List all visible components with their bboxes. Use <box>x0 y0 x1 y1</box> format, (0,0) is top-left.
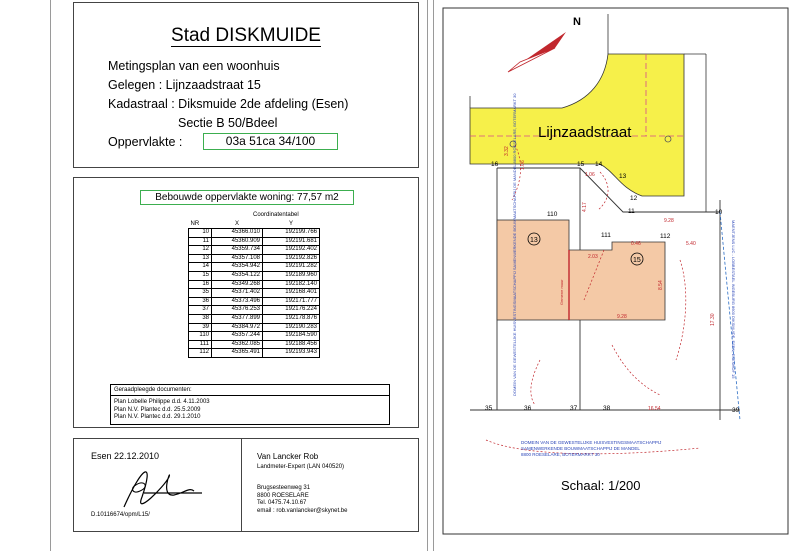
coordinate-cell-y: 192176.224 <box>263 306 320 315</box>
dimension-label: 2.03 <box>588 254 598 260</box>
street-name: Lijnzaadstraat <box>538 124 632 141</box>
surveyor-street: Brugsesteenweg 31 <box>257 485 311 491</box>
coordinate-cell-x: 45362.085 <box>212 340 263 349</box>
parcel-number: 13 <box>530 237 538 244</box>
coordinate-cell-y: 192191.681 <box>263 237 320 246</box>
surveyor-email: email : rob.vanlancker@skynet.be <box>257 508 348 514</box>
parcel-boundary <box>497 168 720 212</box>
coordinate-cell-nr: 110 <box>189 332 212 341</box>
north-label: N <box>573 16 581 28</box>
header-nr: NR <box>190 221 200 227</box>
coordinate-cell-x: 45359.734 <box>212 246 263 255</box>
coordinate-cell-nr: 111 <box>189 340 212 349</box>
coordinate-cell-y: 192182.140 <box>263 280 320 289</box>
point-label: 11 <box>628 208 635 215</box>
city-title: Stad DISKMUIDE <box>171 25 321 46</box>
coordinate-cell-nr: 15 <box>189 271 212 280</box>
point-label: 13 <box>619 173 627 180</box>
coordinate-cell-nr: 10 <box>189 229 212 238</box>
dimension-label: 4.17 <box>582 202 588 212</box>
dimension-label: 16.54 <box>648 406 661 412</box>
coordinate-cell-x: 45371.402 <box>212 289 263 298</box>
coordinate-cell-x: 45354.122 <box>212 271 263 280</box>
point-label: 12 <box>630 195 638 202</box>
document-item: Plan Lobelle Philippe d.d. 4.11.2003 <box>114 399 210 405</box>
neighbor-domain-bottom: DOMEIN VAN DE GEWESTELIJKE HUISVESTINGSMAATSCHAPPIJ <box>521 440 662 445</box>
dimension-label: 9.28 <box>617 314 627 320</box>
coordinate-cell-y: 192189.960 <box>263 271 320 280</box>
built-area-box: Bebouwde oppervlakte woning: 77,57 m2 <box>140 190 354 205</box>
coordinate-cell-x: 45373.496 <box>212 297 263 306</box>
coordinate-cell-y: 192178.876 <box>263 314 320 323</box>
surveyor-city: 8800 ROESELARE <box>257 493 309 499</box>
point-label: 16 <box>491 161 499 168</box>
coordinate-cell-nr: 12 <box>189 246 212 255</box>
hedge-boundary <box>720 212 740 420</box>
coordinate-cell-y: 192199.766 <box>263 229 320 238</box>
coordinate-cell-x: 45360.909 <box>212 237 263 246</box>
coordinate-cell-x: 45365.491 <box>212 349 263 358</box>
dimension-label: 8.54 <box>658 280 664 290</box>
point-label: 36 <box>524 405 532 412</box>
coordinate-cell-nr: 37 <box>189 306 212 315</box>
point-label: 112 <box>660 233 671 240</box>
dimension-label: 9.28 <box>664 218 674 224</box>
point-label: 38 <box>603 405 611 412</box>
coordinate-table-caption: Coordinatentabel <box>253 212 299 218</box>
coordinate-cell-x: 45357.244 <box>212 332 263 341</box>
coordinate-cell-y: 192192.402 <box>263 246 320 255</box>
point-label: 39 <box>732 407 740 414</box>
dimension-label: 3.32 <box>504 146 510 156</box>
coordinate-cell-y: 192171.777 <box>263 297 320 306</box>
point-label: 111 <box>601 232 611 239</box>
coordinate-cell-x: 45366.010 <box>212 229 263 238</box>
scale-label: Schaal: 1/200 <box>561 478 641 493</box>
dimension-label: 1.06 <box>585 172 595 178</box>
documents-heading: Geraadpleegde documenten: <box>111 385 389 396</box>
coordinate-cell-nr: 39 <box>189 323 212 332</box>
surveyor-phone: Tel. 0475.74.10.67 <box>257 500 307 506</box>
coordinate-cell-nr: 11 <box>189 237 212 246</box>
document-item: Plan N.V. Plantec d.d. 25.5.2009 <box>114 406 201 413</box>
point-label: 35 <box>485 405 493 412</box>
neighbor-domain-bottom: SAMENWERKENDE BOUWMAATSCHAPPIJ DE MANDEL <box>521 446 640 451</box>
coordinate-cell-x: 45349.268 <box>212 280 263 289</box>
point-label: 110 <box>547 211 558 218</box>
house-15 <box>569 242 665 320</box>
area-label: Oppervlakte : <box>108 135 183 149</box>
dimension-label: 0.46 <box>631 241 641 247</box>
coordinate-cell-x: 45376.253 <box>212 306 263 315</box>
neighbor-right: MAENTJENS LUC - LOBBESTAEL INGEBURG 8600 DIKSMUIDE, ESEN, ESENHOF 15 <box>731 220 736 379</box>
party-wall-label: Gemene muur <box>559 279 564 305</box>
location-line: Gelegen : Lijnzaadstraat 15 <box>108 78 261 92</box>
coordinate-cell-x: 45357.108 <box>212 254 263 263</box>
document-item: Plan N.V. Plantec d.d. 29.1.2010 <box>114 414 201 420</box>
subject-line: Metingsplan van een woonhuis <box>108 59 280 73</box>
cadastre-line: Kadastraal : Diksmuide 2de afdeling (Esen) <box>108 97 349 111</box>
coordinate-cell-nr: 14 <box>189 263 212 272</box>
neighbor-domain-left: DOMEIN VAN DE GEWESTELIJKE HUISVESTINGSMAATSCHAPPIJ SAMENWERKENDE BOUWMAATSCHAPPIJ DE MANDEL 8800 ROESELARE, BOTERMARKT 30 <box>512 93 517 396</box>
coordinate-cell-x: 45384.972 <box>212 323 263 332</box>
coordinate-cell-x: 45377.899 <box>212 314 263 323</box>
header-x: X <box>234 221 239 227</box>
point-label: 14 <box>595 161 603 168</box>
coordinate-cell-nr: 13 <box>189 254 212 263</box>
coordinate-cell-nr: 36 <box>189 297 212 306</box>
signature-date: Esen 22.12.2010 <box>91 451 160 461</box>
coordinate-cell-y: 192184.590 <box>263 332 320 341</box>
coordinate-cell-nr: 38 <box>189 314 212 323</box>
dimension-label: 17.30 <box>710 313 716 326</box>
coordinate-cell-y: 192191.282 <box>263 263 320 272</box>
point-label: 37 <box>570 405 578 412</box>
area-value-box: 03a 51ca 34/100 <box>203 133 338 150</box>
coordinate-cell-y: 192190.283 <box>263 323 320 332</box>
coordinate-cell-nr: 16 <box>189 280 212 289</box>
coordinate-cell-y: 192168.401 <box>263 289 320 298</box>
surveyor-name: Van Lancker Rob <box>257 452 319 461</box>
coordinate-cell-x: 45354.942 <box>212 263 263 272</box>
coordinate-cell-y: 192193.943 <box>263 349 320 358</box>
section-line: Sectie B 50/Bdeel <box>178 116 278 130</box>
point-label: 10 <box>715 209 723 216</box>
header-y: Y <box>288 221 293 227</box>
coordinate-cell-nr: 112 <box>189 349 212 358</box>
coordinate-cell-y: 192188.456 <box>263 340 320 349</box>
coordinate-cell-y: 192192.826 <box>263 254 320 263</box>
dimension-label: 1.06 <box>520 160 526 170</box>
coordinate-cell-nr: 35 <box>189 289 212 298</box>
neighbor-domain-bottom: 8800 ROESELARE, BOTERMARKT 30 <box>521 452 600 457</box>
file-reference: D.10116674/opm/L15/ <box>91 512 150 518</box>
parcel-number: 15 <box>633 257 641 264</box>
point-label: 15 <box>577 161 585 168</box>
dimension-label: 5.40 <box>686 241 696 247</box>
surveyor-title: Landmeter-Expert (LAN 040520) <box>257 464 345 470</box>
north-arrow <box>508 16 581 72</box>
